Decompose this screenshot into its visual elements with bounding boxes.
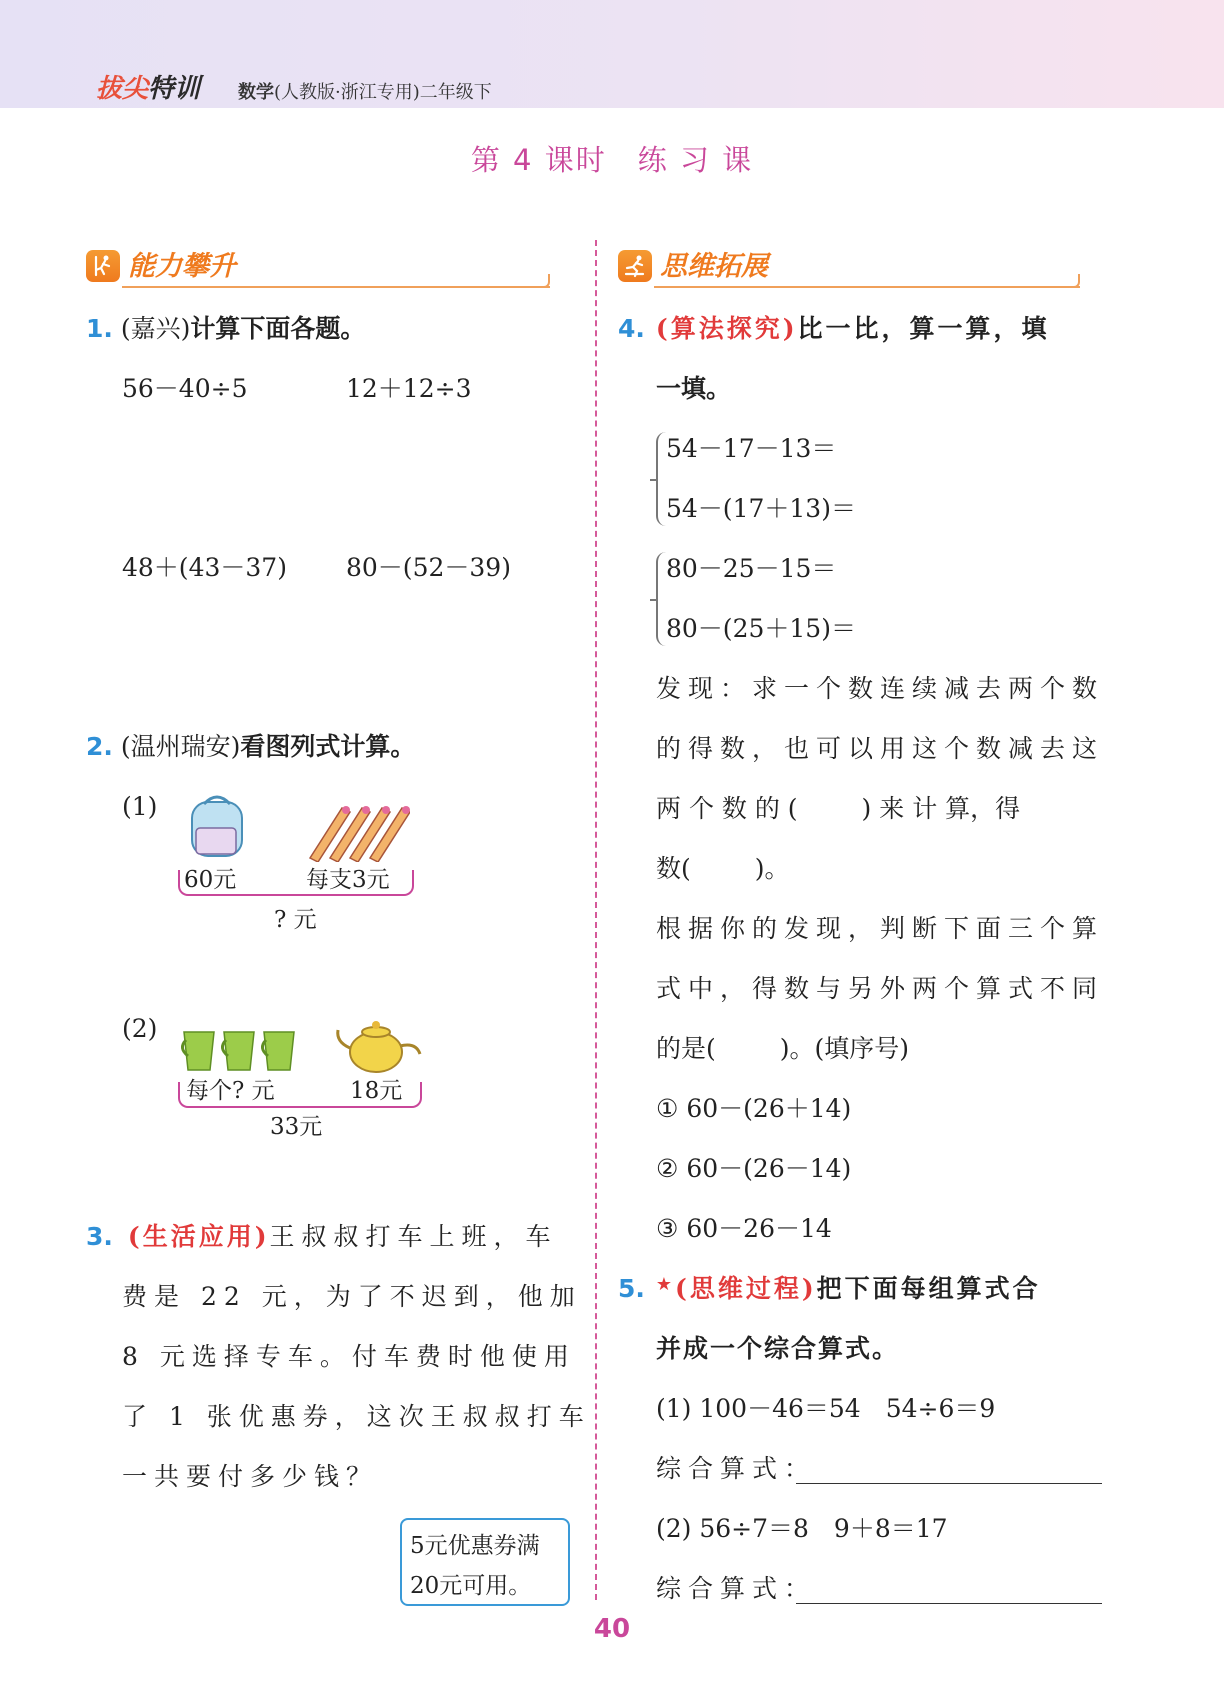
section-label: 能力攀升 <box>128 251 236 282</box>
q2-backpack-price: 60元 <box>184 867 237 893</box>
q2-cup-price: 每个? 元 <box>186 1078 275 1104</box>
q5-answer-label-1: 综合算式： <box>656 1454 817 1483</box>
section-underline-tail <box>536 274 550 288</box>
q4-group1-expr-b: 54－(17＋13)＝ <box>666 494 856 523</box>
subject-info: 数学(人教版·浙江专用)二年级下 <box>238 82 492 103</box>
question-3-line-5: 一共要付多少钱？ <box>122 1462 379 1491</box>
cups-icon <box>180 1026 300 1074</box>
pencils-icon <box>306 800 410 862</box>
q5-answer-line-2[interactable] <box>796 1603 1102 1604</box>
q1-expression-a: 56－40÷5 <box>122 374 248 403</box>
q2-part2-total: 33元 <box>270 1114 323 1140</box>
question-3-line-4: 了 1 张优惠券，这次王叔叔打车 <box>122 1402 591 1431</box>
question-5-line-1: 5. ★(思维过程)把下面每组算式合 <box>618 1274 1041 1303</box>
question-3-line-1: 3. (生活应用)王叔叔打车上班，车 <box>86 1222 558 1251</box>
q4-group1-expr-a: 54－17－13＝ <box>666 434 837 463</box>
q1-expression-b: 12＋12÷3 <box>346 374 472 403</box>
question-1-title: 1. (嘉兴)计算下面各题。 <box>86 314 366 343</box>
page-number: 40 <box>593 1614 631 1644</box>
running-person-icon <box>618 250 652 282</box>
q4-finding-line-4: 数( )。 <box>656 854 790 883</box>
q4-finding-line-1: 发现：求一个数连续减去两个数 <box>656 674 1105 703</box>
q2-part2-label: (2) <box>122 1014 158 1043</box>
column-divider <box>595 240 597 1600</box>
section-header-ability <box>86 244 572 290</box>
q4-judge-line-2: 式中，得数与另外两个算式不同 <box>656 974 1105 1003</box>
q4-judge-line-1: 根据你的发现，判断下面三个算 <box>656 914 1105 943</box>
q2-part1-total: ? 元 <box>274 907 317 933</box>
q1-expression-d: 80－(52－39) <box>346 553 511 582</box>
question-4-line-1: 4. (算法探究)比一比，算一算，填 <box>618 314 1050 343</box>
q4-finding-line-2: 的得数，也可以用这个数减去这 <box>656 734 1105 763</box>
q4-group2-expr-b: 80－(25＋15)＝ <box>666 614 856 643</box>
coupon-note: 5元优惠券满 20元可用。 <box>400 1518 570 1606</box>
question-4-line-2: 一填。 <box>656 374 732 403</box>
teapot-icon <box>334 1012 424 1076</box>
q4-group1-brace <box>656 432 666 526</box>
question-5-line-2: 并成一个综合算式。 <box>656 1334 900 1363</box>
page-title: 第 4 课时 练 习 课 <box>470 143 754 177</box>
q1-expression-c: 48＋(43－37) <box>122 553 287 582</box>
q2-pencil-price: 每支3元 <box>306 867 390 893</box>
brand-logo: 拔尖特训 <box>96 74 201 104</box>
q5-answer-label-2: 综合算式： <box>656 1574 817 1603</box>
q4-option-1: ① 60－(26＋14) <box>656 1094 852 1123</box>
section-underline-tail <box>1066 274 1080 288</box>
section-underline <box>654 286 1080 288</box>
q4-group2-brace <box>656 552 666 646</box>
page-header <box>0 0 1224 108</box>
climbing-person-icon <box>86 250 120 282</box>
q5-answer-line-1[interactable] <box>796 1483 1102 1484</box>
question-2-title: 2. (温州瑞安)看图列式计算。 <box>86 732 416 761</box>
q5-part2: (2) 56÷7＝8 9＋8＝17 <box>656 1514 948 1543</box>
q4-option-2: ② 60－(26－14) <box>656 1154 852 1183</box>
q2-part1-label: (1) <box>122 792 158 821</box>
q5-part1: (1) 100－46＝54 54÷6＝9 <box>656 1394 996 1423</box>
q4-option-3: ③ 60－26－14 <box>656 1214 832 1243</box>
section-underline <box>122 286 550 288</box>
backpack-icon <box>182 788 252 860</box>
section-header-thinking <box>618 244 1102 290</box>
q2-part2-total-brace <box>178 1082 422 1108</box>
star-icon: ★ <box>655 1274 675 1295</box>
question-3-line-3: 8 元选择专车。付车费时他使用 <box>122 1342 576 1371</box>
q4-finding-line-3: 两 个 数 的 ( ) 来 计 算，得 <box>656 794 1021 823</box>
q2-part1-total-brace <box>178 870 414 896</box>
question-3-line-2: 费是 22 元，为了不迟到，他加 <box>122 1282 582 1311</box>
section-label: 思维拓展 <box>660 251 768 282</box>
q2-teapot-price: 18元 <box>350 1078 403 1104</box>
q4-judge-line-3: 的是( )。(填序号) <box>656 1034 910 1063</box>
q4-group2-expr-a: 80－25－15＝ <box>666 554 837 583</box>
